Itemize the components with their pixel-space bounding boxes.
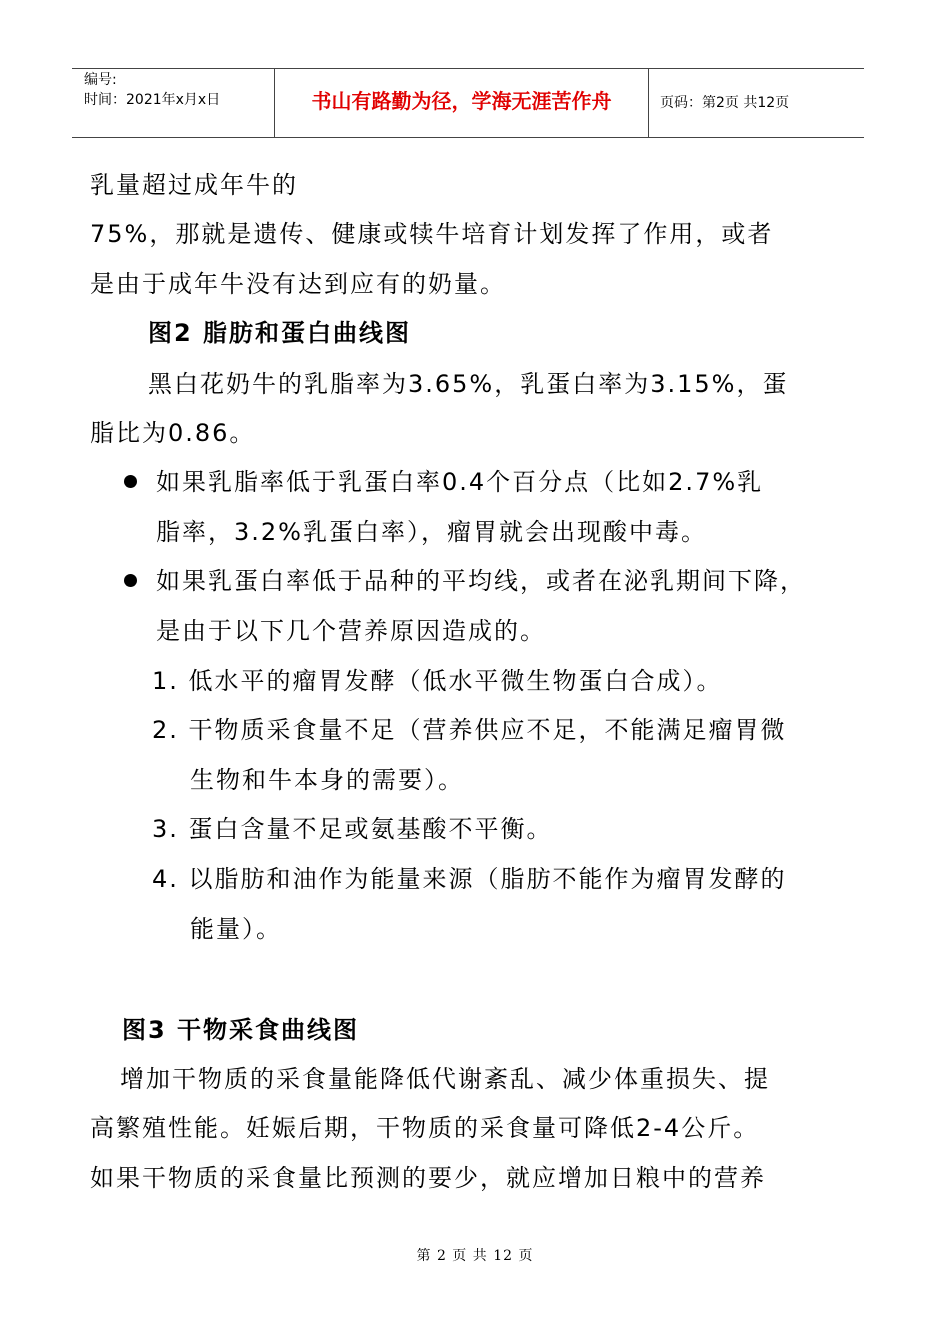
bullet-item-text: 如果乳脂率低于乳蛋白率0.4个百分点（比如2.7%乳 (156, 468, 764, 496)
document-time-label: 时间：2021年x月x日 (84, 92, 221, 108)
numbered-item: 3. 蛋白含量不足或氨基酸不平衡。 (152, 815, 553, 843)
numbered-item: 1. 低水平的瘤胃发酵（低水平微生物蛋白合成）。 (152, 667, 723, 695)
bullet-item-text: 如果乳蛋白率低于品种的平均线，或者在泌乳期间下降， (156, 567, 806, 595)
numbered-item-continuation: 生物和牛本身的需要）。 (190, 766, 464, 794)
bullet-item-text: 是由于以下几个营养原因造成的。 (156, 617, 546, 645)
body-text-line: 乳量超过成年牛的 (90, 171, 298, 199)
bullet-icon (124, 475, 137, 488)
header-divider (648, 69, 649, 137)
figure-heading: 图3 干物采食曲线图 (122, 1016, 360, 1044)
numbered-item: 4. 以脂肪和油作为能量来源（脂肪不能作为瘤胃发酵的 (152, 865, 787, 893)
body-text-line: 脂比为0.86。 (90, 419, 256, 447)
figure-heading: 图2 脂肪和蛋白曲线图 (148, 319, 412, 347)
body-text-line: 75%，那就是遗传、健康或犊牛培育计划发挥了作用，或者 (90, 220, 774, 248)
page-footer: 第 2 页 共 12 页 (416, 1248, 534, 1264)
bullet-item-text: 脂率，3.2%乳蛋白率），瘤胃就会出现酸中毒。 (156, 518, 707, 546)
page-header (72, 68, 864, 138)
bullet-icon (124, 574, 137, 587)
numbered-item-continuation: 能量）。 (190, 915, 282, 943)
header-page-info: 页码：第2页 共12页 (660, 95, 790, 111)
body-text-line: 高繁殖性能。妊娠后期，干物质的采食量可降低2-4公斤。 (90, 1114, 760, 1142)
document-number-label: 编号: (84, 72, 117, 88)
numbered-item: 2. 干物质采食量不足（营养供应不足，不能满足瘤胃微 (152, 716, 787, 744)
header-motto: 书山有路勤为径，学海无涯苦作舟 (311, 89, 612, 113)
body-text-line: 增加干物质的采食量能降低代谢紊乱、减少体重损失、提 (120, 1065, 770, 1093)
body-text-line: 黑白花奶牛的乳脂率为3.65%，乳蛋白率为3.15%，蛋 (148, 370, 789, 398)
body-text-line: 如果干物质的采食量比预测的要少，就应增加日粮中的营养 (90, 1164, 766, 1192)
body-text-line: 是由于成年牛没有达到应有的奶量。 (90, 270, 506, 298)
